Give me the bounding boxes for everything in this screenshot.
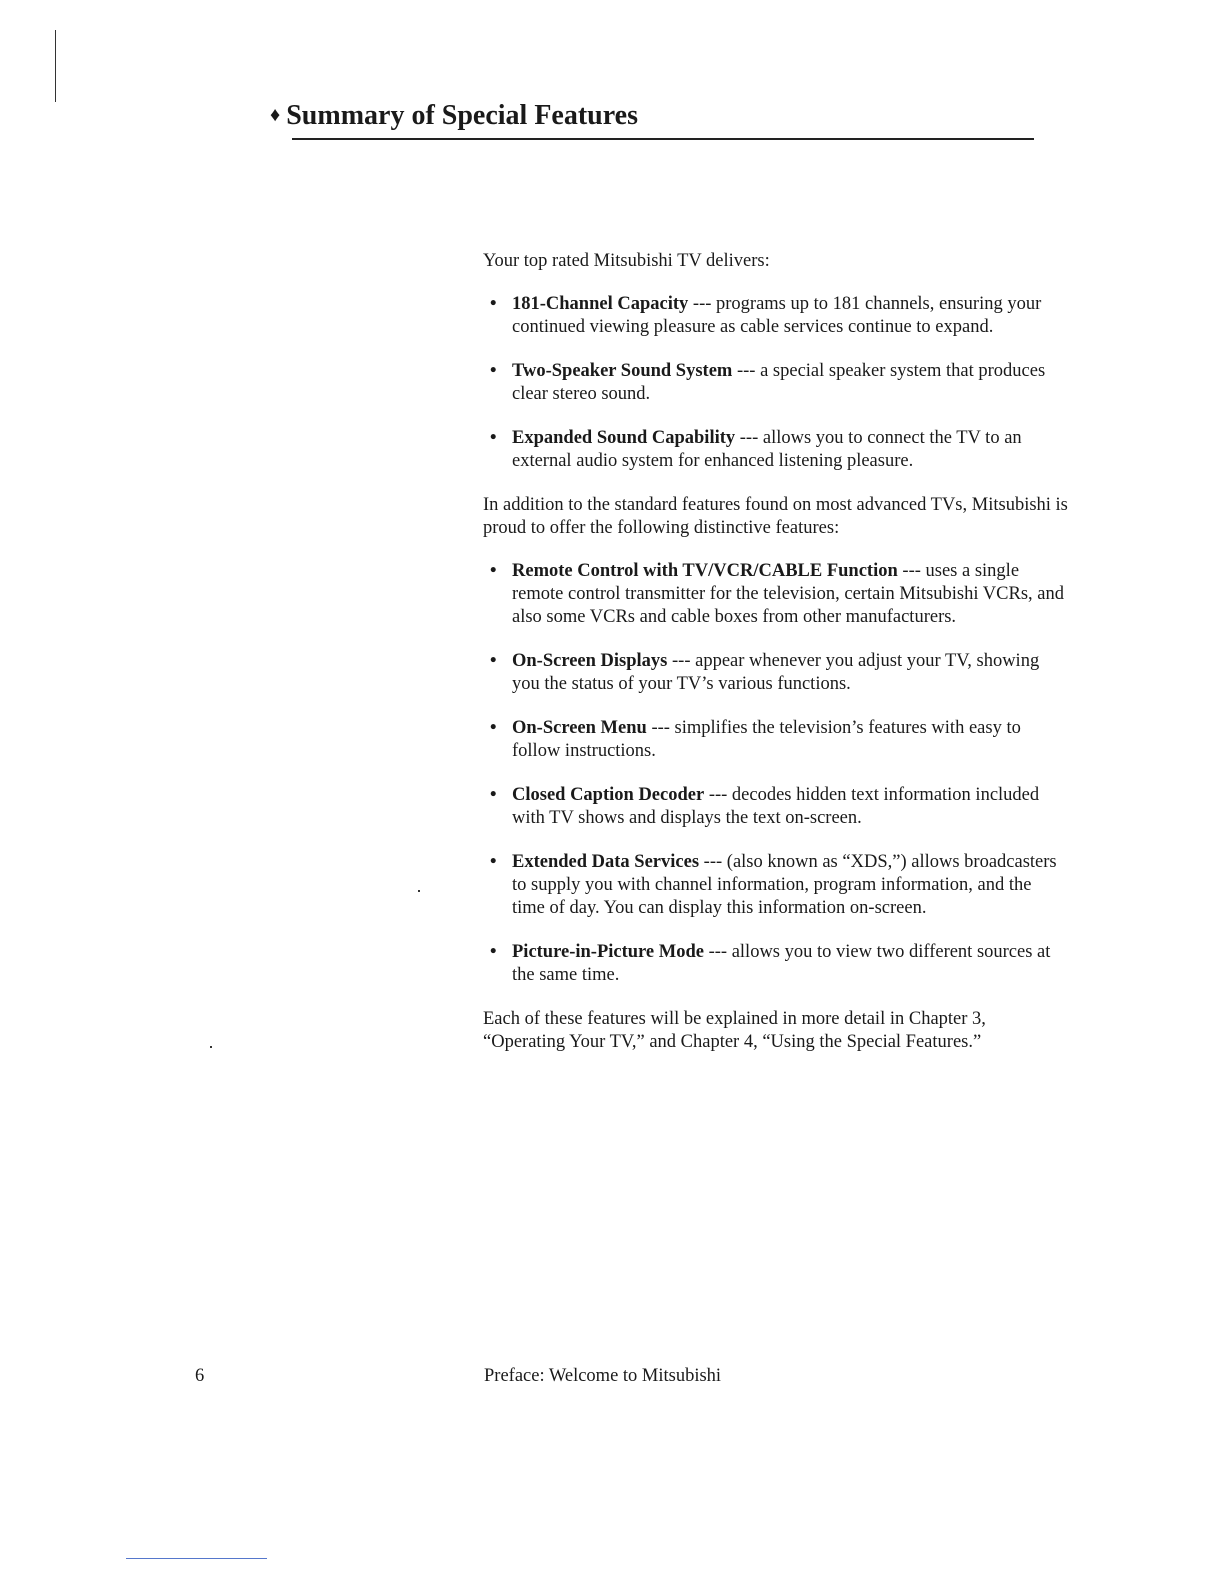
- feature-description: --- uses a single remote control transmitter for the television, certain Mitsubishi VCRs, and also some VCRs and cable boxes from other manufacturers.: [512, 561, 1064, 627]
- middle-paragraph: In addition to the standard features found on most advanced TVs, Mitsubishi is proud to offer the following distinctive features:: [483, 495, 1068, 538]
- feature-item: [483, 784, 1068, 830]
- feature-title: On-Screen Menu: [512, 718, 647, 738]
- feature-title: Expanded Sound Capability: [512, 428, 736, 448]
- closing-paragraph: Each of these features will be explained in more detail in Chapter 3, “Operating Your TV,” and Chapter 4, “Using the Special Features.”: [483, 1009, 986, 1052]
- feature-description: --- (also known as “XDS,”) allows broadcasters to supply you with channel information, program information, and the time of day. You can display this information on-screen.: [512, 852, 1057, 918]
- bullet-icon: •: [490, 785, 497, 805]
- bullet-icon: •: [490, 718, 497, 738]
- feature-item: [483, 717, 1068, 763]
- feature-title: Two-Speaker Sound System: [512, 361, 733, 381]
- page-heading: [270, 100, 638, 132]
- feature-item: [483, 851, 1068, 920]
- feature-description: --- allows you to connect the TV to an external audio system for enhanced listening pleasure.: [512, 428, 1022, 471]
- diamond-bullet-icon: ♦: [270, 104, 281, 126]
- scan-mark-line: [55, 30, 56, 102]
- feature-list-standard: [483, 293, 1068, 473]
- feature-description: --- simplifies the television’s features with easy to follow instructions.: [512, 718, 1021, 761]
- scan-edge-line: [126, 1558, 267, 1559]
- bullet-icon: •: [490, 361, 497, 381]
- feature-item: [483, 427, 1068, 473]
- bullet-icon: •: [490, 428, 497, 448]
- bullet-icon: •: [490, 561, 497, 581]
- feature-item: [483, 650, 1068, 696]
- feature-item: [483, 293, 1068, 339]
- footer-section-title: Preface: Welcome to Mitsubishi: [484, 1366, 722, 1386]
- feature-title: Closed Caption Decoder: [512, 785, 705, 805]
- feature-description: --- a special speaker system that produces clear stereo sound.: [512, 361, 1046, 404]
- scan-mark-dot: [210, 1046, 212, 1048]
- bullet-icon: •: [490, 852, 497, 872]
- bullet-icon: •: [490, 294, 497, 314]
- feature-item: [483, 560, 1068, 629]
- feature-title: Picture-in-Picture Mode: [512, 942, 704, 962]
- feature-description: --- decodes hidden text information included with TV shows and displays the text on-screen.: [512, 785, 1040, 828]
- feature-title: Extended Data Services: [512, 852, 700, 872]
- heading-text: Summary of Special Features: [286, 100, 638, 131]
- bullet-icon: •: [490, 651, 497, 671]
- page-number: 6: [195, 1366, 205, 1386]
- bullet-icon: •: [490, 942, 497, 962]
- feature-title: 181-Channel Capacity: [512, 294, 689, 314]
- heading-rule: [292, 138, 1034, 140]
- body-column: [483, 250, 1068, 1054]
- feature-title: On-Screen Displays: [512, 651, 668, 671]
- intro-paragraph: Your top rated Mitsubishi TV delivers:: [483, 251, 770, 271]
- feature-description: --- appear whenever you adjust your TV, showing you the status of your TV’s various functions.: [512, 651, 1040, 694]
- feature-title: Remote Control with TV/VCR/CABLE Function: [512, 561, 898, 581]
- feature-description: --- allows you to view two different sources at the same time.: [512, 942, 1051, 985]
- feature-item: [483, 360, 1068, 406]
- feature-description: --- programs up to 181 channels, ensuring your continued viewing pleasure as cable services continue to expand.: [512, 294, 1042, 337]
- feature-list-distinctive: [483, 560, 1068, 987]
- feature-item: [483, 941, 1068, 987]
- scan-mark-dot: [418, 890, 420, 892]
